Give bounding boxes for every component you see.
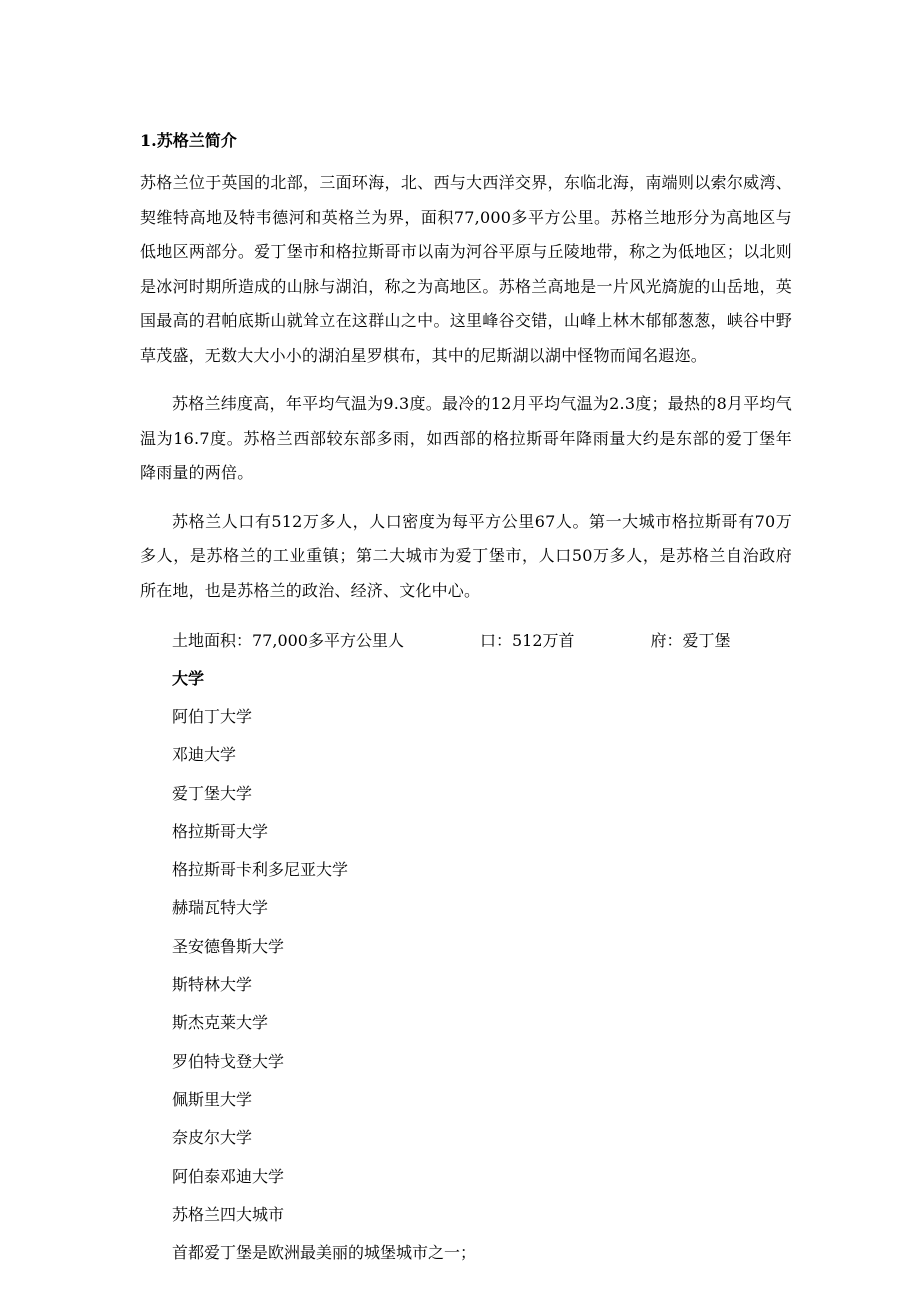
list-item: 阿伯泰邓迪大学 <box>172 1166 285 1186</box>
fact-capital: 府：爱丁堡 <box>650 631 731 650</box>
fact-population: 口：512万首 <box>480 631 575 650</box>
facts-line <box>140 622 792 660</box>
list-item: 奈皮尔大学 <box>172 1128 253 1148</box>
list-item: 格拉斯哥大学 <box>172 821 269 841</box>
document-page <box>140 126 792 1272</box>
list-item: 爱丁堡大学 <box>172 783 253 803</box>
section-title: 1.苏格兰简介 <box>140 131 237 150</box>
paragraph-population: 苏格兰人口有512万多人，人口密度为每平方公里67人。第一大城市格拉斯哥有70万多人，是苏格兰的工业重镇；第二大城市为爱丁堡市，人口50万多人，是苏格兰自治政府所在地，也是苏格兰的政治、经济、文化中心。 <box>140 511 792 600</box>
universities-heading: 大学 <box>172 669 205 688</box>
paragraph-geography: 苏格兰位于英国的北部，三面环海，北、西与大西洋交界，东临北海，南端则以索尔威湾、契维特高地及特韦德河和英格兰为界，面积77,000多平方公里。苏格兰地形分为高地区与低地区两部分。爱丁堡市和格拉斯哥市以南为河谷平原与丘陵地带，称之为低地区；以北则是冰河时期所造成的山脉与湖泊，称之为高地区。苏格兰高地是一片风光旖旎的山岳地，英国最高的君帕底斯山就耸立在这群山之中。这里峰谷交错，山峰上林木郁郁葱葱，峡谷中野草茂盛，无数大大小小的湖泊星罗棋布，其中的尼斯湖以湖中怪物而闻名遐迩。 <box>140 173 792 365</box>
list-item: 赫瑞瓦特大学 <box>172 898 269 918</box>
list-item: 斯杰克莱大学 <box>172 1013 269 1033</box>
fact-area: 土地面积：77,000多平方公里人 <box>172 631 404 650</box>
list-item: 圣安德鲁斯大学 <box>172 936 285 956</box>
list-item: 罗伯特戈登大学 <box>172 1051 285 1071</box>
list-item: 斯特林大学 <box>172 975 253 995</box>
list-item: 邓迪大学 <box>172 745 237 765</box>
paragraph-climate: 苏格兰纬度高，年平均气温为9.3度。最冷的12月平均气温为2.3度；最热的8月平均气温为16.7度。苏格兰西部较东部多雨，如西部的格拉斯哥年降雨量大约是东部的爱丁堡年降雨量的两倍。 <box>140 394 792 482</box>
list-item: 佩斯里大学 <box>172 1089 253 1109</box>
list-item: 格拉斯哥卡利多尼亚大学 <box>172 860 349 880</box>
list-item: 苏格兰四大城市 <box>172 1204 285 1224</box>
list-item: 首都爱丁堡是欧洲最美丽的城堡城市之一； <box>172 1243 477 1263</box>
universities-list <box>140 698 792 1272</box>
list-item: 阿伯丁大学 <box>172 707 253 726</box>
